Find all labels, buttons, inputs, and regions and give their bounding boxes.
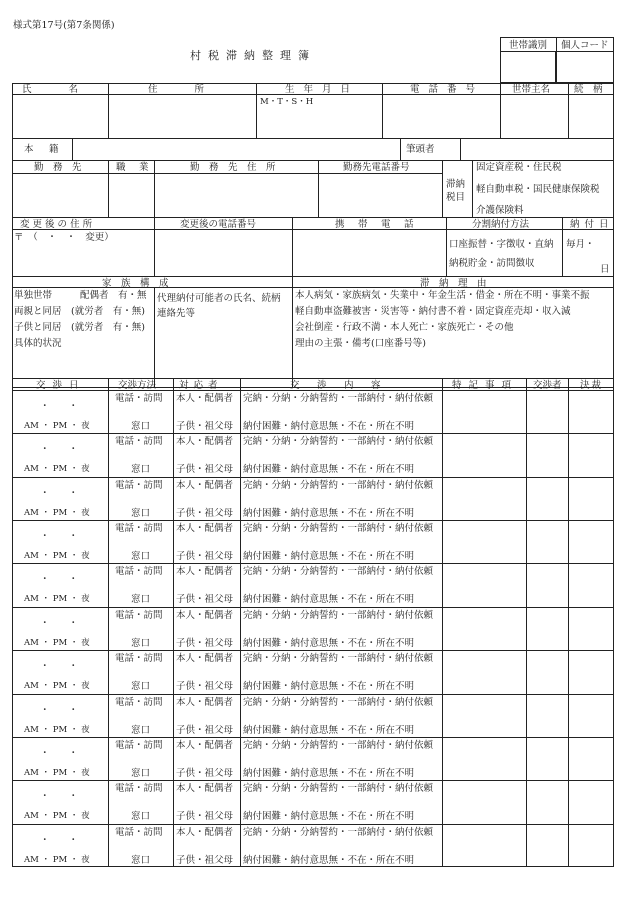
log-header-notes: 特 記 事 項 <box>452 380 514 391</box>
log-content-top[interactable]: 完納・分納・分納誓約・一部納付・納付依頼 <box>243 566 434 578</box>
log-responder-bottom[interactable]: 子供・祖父母 <box>176 551 234 563</box>
log-responder-bottom[interactable]: 子供・祖父母 <box>176 421 234 432</box>
log-responder-top[interactable]: 本人・配偶者 <box>176 783 234 795</box>
log-time-options[interactable]: AM ・ PM ・ 夜 <box>24 421 90 431</box>
log-method-bottom[interactable]: 窓口 <box>131 724 151 736</box>
address-label: 住 所 <box>148 84 211 95</box>
log-content-bottom[interactable]: 納付困難・納付意思無・不在・所在不明 <box>243 681 415 693</box>
phone-label: 電 話 番 号 <box>410 84 479 95</box>
log-method-bottom[interactable]: 窓口 <box>131 767 151 779</box>
log-time-options[interactable]: AM ・ PM ・ 夜 <box>24 811 90 822</box>
log-date-dots[interactable]: ・ ・ <box>40 487 79 499</box>
tax-item-3: 介護保険料 <box>476 205 524 216</box>
new-phone-label: 変更後の電話番号 <box>180 219 257 230</box>
log-method-top[interactable]: 電話・訪問 <box>115 436 163 448</box>
log-method-top[interactable]: 電話・訪問 <box>115 653 163 665</box>
log-row-divider <box>12 563 614 564</box>
log-responder-bottom[interactable]: 子供・祖父母 <box>176 464 234 476</box>
log-header-negotiator: 交渉者 <box>533 380 562 391</box>
family-with-children[interactable]: 子供と同居 (就労者 有・無) <box>14 322 145 333</box>
log-row-divider <box>12 477 614 478</box>
log-responder-top[interactable]: 本人・配偶者 <box>176 739 234 751</box>
form-number: 様式第17号(第7条関係) <box>13 20 115 31</box>
personal-code-field[interactable] <box>556 51 614 83</box>
new-address-label: 変 更 後 の 住 所 <box>20 219 93 230</box>
log-time-options[interactable]: AM ・ PM ・ 夜 <box>24 681 90 692</box>
due-day: 日 <box>600 264 610 275</box>
log-date-dots[interactable]: ・ ・ <box>40 661 79 673</box>
family-single[interactable]: 単独世帯 <box>14 290 53 301</box>
mobile-label: 携 帯 電 話 <box>335 219 416 230</box>
family-header: 家 族 構 成 <box>102 278 169 289</box>
log-row-divider <box>12 520 614 521</box>
household-id-label: 世帯識別 <box>509 40 548 51</box>
delinquency-reasons-2[interactable]: 軽自動車盗難被害・災害等・納付書不着・固定資産売却・収入減 <box>295 306 571 317</box>
log-method-top[interactable]: 電話・訪問 <box>115 739 163 751</box>
due-date-label: 納 付 日 <box>570 219 610 230</box>
log-content-bottom[interactable]: 納付困難・納付意思無・不在・所在不明 <box>243 811 415 823</box>
log-content-top[interactable]: 完納・分納・分納誓約・一部納付・納付依頼 <box>243 826 434 838</box>
log-content-bottom[interactable]: 納付困難・納付意思無・不在・所在不明 <box>243 594 415 606</box>
log-content-top[interactable]: 完納・分納・分納誓約・一部納付・納付依頼 <box>243 436 434 448</box>
log-content-bottom[interactable]: 納付困難・納付意思無・不在・所在不明 <box>243 464 415 476</box>
log-date-dots[interactable]: ・ ・ <box>40 704 79 716</box>
birthdate-label: 生 年 月 日 <box>285 84 354 95</box>
log-header-responder: 対 応 者 <box>179 380 219 391</box>
log-time-options[interactable]: AM ・ PM ・ 夜 <box>24 854 90 865</box>
log-time-options[interactable]: AM ・ PM ・ 夜 <box>24 767 90 778</box>
tax-item-2: 軽自動車税・国民健康保険税 <box>476 184 600 195</box>
log-responder-bottom[interactable]: 子供・祖父母 <box>176 854 234 866</box>
log-responder-top[interactable]: 本人・配偶者 <box>176 653 234 665</box>
log-method-bottom[interactable]: 窓口 <box>131 811 151 823</box>
log-responder-bottom[interactable]: 子供・祖父母 <box>176 724 234 736</box>
log-content-bottom[interactable]: 納付困難・納付意思無・不在・所在不明 <box>243 767 415 779</box>
household-id-field[interactable] <box>500 51 556 83</box>
log-content-top[interactable]: 完納・分納・分納誓約・一部納付・納付依頼 <box>243 653 434 665</box>
domicile-label: 本 籍 <box>24 144 62 155</box>
log-content-bottom[interactable]: 納付困難・納付意思無・不在・所在不明 <box>243 854 415 866</box>
name-field[interactable] <box>14 100 106 134</box>
relationship-label: 続 柄 <box>574 84 603 95</box>
log-row-divider <box>12 780 614 781</box>
log-method-top[interactable]: 電話・訪問 <box>115 826 163 838</box>
log-method-top[interactable]: 電話・訪問 <box>115 566 163 578</box>
log-responder-bottom[interactable]: 子供・祖父母 <box>176 681 234 693</box>
log-content-top[interactable]: 完納・分納・分納誓約・一部納付・納付依頼 <box>243 393 434 404</box>
family-with-parents[interactable]: 両親と同居 (就労者 有・無) <box>14 306 145 317</box>
log-content-top[interactable]: 完納・分納・分納誓約・一部納付・納付依頼 <box>243 609 434 621</box>
delinquency-remarks-label: 理由の主張・備考(口座番号等) <box>295 338 426 349</box>
delinquency-reasons-1[interactable]: 本人病気・家族病気・失業中・年金生活・借金・所在不明・事業不振 <box>295 290 590 301</box>
log-responder-bottom[interactable]: 子供・祖父母 <box>176 594 234 606</box>
log-method-top[interactable]: 電話・訪問 <box>115 783 163 795</box>
log-header-date: 交 渉 日 <box>36 380 81 391</box>
address-field[interactable] <box>110 100 254 134</box>
log-row-divider <box>12 737 614 738</box>
due-monthly: 毎月・ <box>566 239 595 250</box>
log-method-bottom[interactable]: 窓口 <box>131 594 151 606</box>
log-date-dots[interactable]: ・ ・ <box>40 617 79 629</box>
log-time-options[interactable]: AM ・ PM ・ 夜 <box>24 594 90 605</box>
log-content-top[interactable]: 完納・分納・分納誓約・一部納付・納付依頼 <box>243 479 434 491</box>
installment-methods-2[interactable]: 納税貯金・訪問徴収 <box>449 258 535 269</box>
log-responder-bottom[interactable]: 子供・祖父母 <box>176 637 234 649</box>
family-details-label: 具体的状況 <box>14 338 62 349</box>
log-responder-top[interactable]: 本人・配偶者 <box>176 566 234 578</box>
log-time-options[interactable]: AM ・ PM ・ 夜 <box>24 464 90 475</box>
proxy-payer-label: 代理納付可能者の氏名、続柄 連絡先等 <box>157 293 281 319</box>
log-responder-top[interactable]: 本人・配偶者 <box>176 436 234 448</box>
installment-method-label: 分割納付方法 <box>472 219 530 230</box>
log-date-dots[interactable]: ・ ・ <box>40 747 79 759</box>
household-head-label: 世帯主名 <box>512 84 551 95</box>
log-content-bottom[interactable]: 納付困難・納付意思無・不在・所在不明 <box>243 637 415 649</box>
log-method-top[interactable]: 電話・訪問 <box>115 523 163 535</box>
delinquent-tax-label: 滞納税目 <box>446 179 466 203</box>
log-method-top[interactable]: 電話・訪問 <box>115 696 163 708</box>
log-row-divider <box>12 607 614 608</box>
name-label: 氏 名 <box>22 84 85 95</box>
era-options[interactable]: M・T・S・H <box>260 97 314 107</box>
log-content-bottom[interactable]: 納付困難・納付意思無・不在・所在不明 <box>243 421 415 432</box>
delinquency-header: 滞 納 理 由 <box>420 278 487 289</box>
tax-item-1: 固定資産税・住民税 <box>476 162 562 173</box>
log-method-bottom[interactable]: 窓口 <box>131 551 151 563</box>
log-method-bottom[interactable]: 窓口 <box>131 854 151 866</box>
log-method-bottom[interactable]: 窓口 <box>131 507 151 519</box>
log-content-top[interactable]: 完納・分納・分納誓約・一部納付・納付依頼 <box>243 696 434 708</box>
log-responder-top[interactable]: 本人・配偶者 <box>176 523 234 535</box>
log-date-dots[interactable]: ・ ・ <box>40 401 79 412</box>
log-time-options[interactable]: AM ・ PM ・ 夜 <box>24 551 90 562</box>
log-row-divider <box>12 694 614 695</box>
log-row-divider <box>12 433 614 434</box>
log-content-top[interactable]: 完納・分納・分納誓約・一部納付・納付依頼 <box>243 783 434 795</box>
delinquency-reasons-3[interactable]: 会社倒産・行政不満・本人死亡・家族死亡・その他 <box>295 322 514 333</box>
log-content-top[interactable]: 完納・分納・分納誓約・一部納付・納付依頼 <box>243 739 434 751</box>
log-content-top[interactable]: 完納・分納・分納誓約・一部納付・納付依頼 <box>243 523 434 535</box>
log-responder-top[interactable]: 本人・配偶者 <box>176 393 234 404</box>
log-content-bottom[interactable]: 納付困難・納付意思無・不在・所在不明 <box>243 724 415 736</box>
log-row-divider <box>12 650 614 651</box>
log-method-bottom[interactable]: 窓口 <box>131 637 151 649</box>
log-content-bottom[interactable]: 納付困難・納付意思無・不在・所在不明 <box>243 507 415 519</box>
log-method-top[interactable]: 電話・訪問 <box>115 479 163 491</box>
log-row-divider <box>12 824 614 825</box>
installment-methods-1[interactable]: 口座振替・字徴収・直納 <box>449 239 554 250</box>
log-header-approval: 決裁 <box>580 380 604 391</box>
log-date-dots[interactable]: ・ ・ <box>40 791 79 803</box>
log-method-top[interactable]: 電話・訪問 <box>115 393 163 404</box>
log-responder-bottom[interactable]: 子供・祖父母 <box>176 767 234 779</box>
family-spouse[interactable]: 配偶者 有・無 <box>80 290 147 301</box>
log-date-dots[interactable]: ・ ・ <box>40 834 79 846</box>
workplace-address-label: 勤 務 先 住 所 <box>190 162 276 173</box>
log-responder-bottom[interactable]: 子供・祖父母 <box>176 811 234 823</box>
log-time-options[interactable]: AM ・ PM ・ 夜 <box>24 637 90 648</box>
log-date-dots[interactable]: ・ ・ <box>40 444 79 456</box>
log-responder-top[interactable]: 本人・配偶者 <box>176 609 234 621</box>
workplace-phone-label: 勤務先電話番号 <box>343 162 410 173</box>
page-title: 村税滞納整理簿 <box>190 49 316 62</box>
log-time-options[interactable]: AM ・ PM ・ 夜 <box>24 724 90 735</box>
log-date-dots[interactable]: ・ ・ <box>40 531 79 543</box>
workplace-label: 勤 務 先 <box>34 162 82 173</box>
log-date-dots[interactable]: ・ ・ <box>40 574 79 586</box>
log-method-bottom[interactable]: 窓口 <box>131 421 151 432</box>
log-method-bottom[interactable]: 窓口 <box>131 681 151 693</box>
phone-field[interactable] <box>384 100 498 134</box>
log-header-method: 交渉方法 <box>118 380 157 391</box>
log-responder-top[interactable]: 本人・配偶者 <box>176 826 234 838</box>
log-header-content: 交 渉 内 容 <box>290 380 385 391</box>
log-responder-bottom[interactable]: 子供・祖父母 <box>176 507 234 519</box>
new-address-field[interactable]: 〒 （ ・ ・ 変更） <box>14 232 114 243</box>
log-content-bottom[interactable]: 納付困難・納付意思無・不在・所在不明 <box>243 551 415 563</box>
head-of-register-label: 筆頭者 <box>406 144 435 155</box>
occupation-label: 職 業 <box>116 162 151 173</box>
log-method-top[interactable]: 電話・訪問 <box>115 609 163 621</box>
log-method-bottom[interactable]: 窓口 <box>131 464 151 476</box>
log-responder-top[interactable]: 本人・配偶者 <box>176 696 234 708</box>
log-time-options[interactable]: AM ・ PM ・ 夜 <box>24 507 90 518</box>
personal-code-label: 個人コード <box>561 40 609 51</box>
log-responder-top[interactable]: 本人・配偶者 <box>176 479 234 491</box>
